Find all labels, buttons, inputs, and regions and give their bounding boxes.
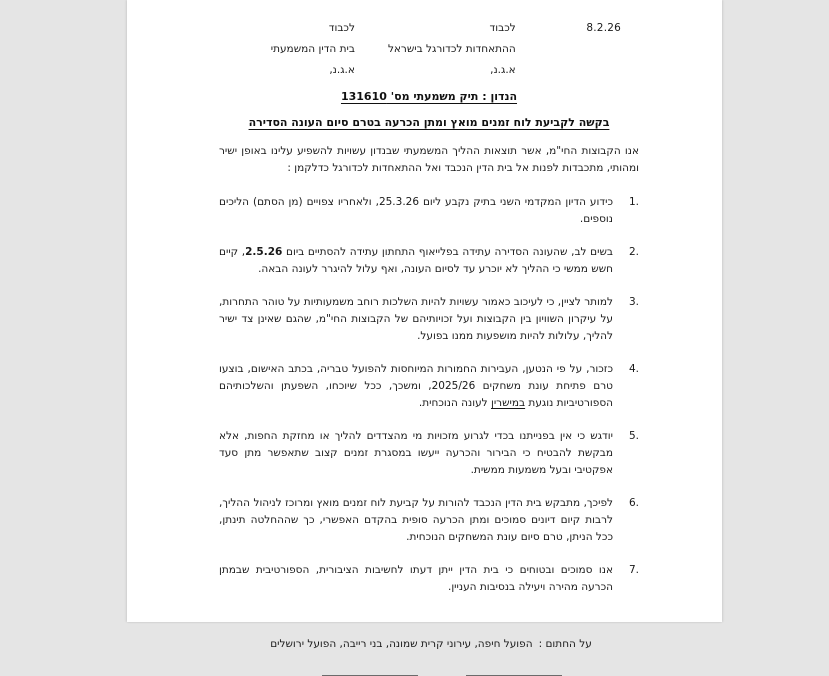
recipient-left-name: בית הדין המשמעתי	[270, 43, 355, 55]
clause-text	[219, 194, 613, 228]
clause-number: 3.	[628, 296, 639, 308]
recipient-left-to: לכבוד	[328, 22, 355, 34]
clause-text-before: בשים לב, שהעונה הסדירה עתידה בפלייאוף התחתון עתידה להסתיים ביום	[282, 246, 613, 258]
clause-text	[219, 428, 613, 479]
signatories-label: על החתום :	[538, 638, 592, 650]
clause-emphasis: 25.3.26	[378, 196, 420, 208]
clause-item	[219, 361, 639, 412]
signatories-line	[219, 636, 639, 653]
clause-text	[219, 244, 613, 278]
clause-text	[219, 361, 613, 412]
signatories-names: הפועל חיפה, עירוני קרית שמונה, בני רייבה, הפועל ירושלים	[270, 638, 533, 650]
clause-number: 6.	[628, 497, 639, 509]
clause-text-before: כידוע הדיון המקדמי השני בתיק נקבע ליום	[419, 196, 613, 208]
recipient-right-to: לכבוד	[489, 22, 516, 34]
document-page	[127, 0, 722, 650]
recipient-right-column	[355, 18, 516, 81]
clause-text-after: לעונה הנוכחית.	[418, 397, 491, 409]
clause-text	[219, 495, 613, 546]
clause-item	[219, 562, 639, 596]
clause-number: 2.	[628, 246, 639, 258]
clause-text	[219, 294, 613, 345]
clause-item	[219, 495, 639, 546]
intro-paragraph: אנו הקבוצות החי"מ, אשר תוצאות ההליך המשמעתי שבנדון עשויות להשפיע עלינו באופן ישיר ומהותי, מתכבדות לפנות אל בית הדין הנכבד ואל ההתאחדות לכדורגל כדלקמן :	[219, 145, 639, 174]
clause-text-before: יודגש כי אין בפנייתנו בכדי לגרוע מזכויות מי מהצדדים להליך או מחזקת החפות, אלא מבקשת להבטיח כי הבירור והכרעה ייעשו במסגרת זמנים קצוב שתאפשר מתן סעד אפקטיבי ובעל משמעות ממשית.	[219, 430, 613, 476]
clause-list	[219, 194, 639, 596]
clause-text-before: למותר לציין, כי לעיכוב כאמור עשויות להיות השלכות רוחב משמעותיות על טוהר התחרות, על עיקרון השוויון בין הקבוצות ועל זכויותיהם של הקבוצות החי"מ, שהגם שאינן צד ישיר להליך, עלולות להיות מושפעות ממנו בפועל.	[219, 296, 613, 342]
clause-text-before: כזכור, על פי הנטען, העבירות החמורות המיוחסות להפועל טבריה, בכתב האישום, בוצעו טרם פתיחת עונת משחקים 2025/26, ומשכך, ככל שיוכחו, השפעתן והשלכותיהם הספורטיביות נוגעת	[219, 363, 613, 409]
clause-item	[219, 194, 639, 228]
document-date: 8.2.26	[586, 22, 621, 34]
clause-text-after: , ולאחריו צפויים (מן הסתם) הליכים נוספים.	[219, 196, 613, 225]
clause-emphasis: 2.5.26	[245, 246, 283, 258]
recipient-right-name: ההתאחדות לכדורגל בישראל	[387, 43, 516, 55]
clause-number: 1.	[628, 196, 639, 208]
document-title: בקשה לקביעת לוח זמנים מואץ ומתן הכרעה בטרם סיום העונה הסדירה	[248, 116, 610, 129]
recipient-left-salutation: א.ג.נ,	[329, 64, 355, 76]
clause-number: 4.	[628, 363, 639, 375]
clause-number: 7.	[628, 564, 639, 576]
clause-emphasis: במישרין	[490, 397, 526, 409]
clause-text	[219, 562, 613, 596]
clause-item	[219, 428, 639, 479]
clause-number: 5.	[628, 430, 639, 442]
clause-text-after: , קיים חשש ממשי כי ההליך לא יוכרע עד לסיום העונה, ואף עלול להיגרר לעונה הבאה.	[219, 246, 613, 275]
recipient-right-salutation: א.ג.נ,	[490, 64, 516, 76]
header-date-column	[516, 18, 639, 81]
clause-text-before: אנו סמוכים ובטוחים כי בית הדין ייתן דעתו לחשיבות הציבורית, הספורטיבית שבמתן הכרעה מהירה ויעילה בנסיבות העניין.	[219, 564, 613, 593]
clause-item	[219, 244, 639, 278]
clause-item	[219, 294, 639, 345]
clause-text-before: לפיכך, מתבקש בית הדין הנכבד להורות על קביעת לוח זמנים מואץ ומרוכז לניהול ההליך, לרבות קיום דיונים סמוכים ומתן הכרעה סופית בהקדם האפשרי, כך שההחלטה תינתן, ככל הניתן, טרם סיום עונת המשחקים הנוכחית.	[219, 497, 613, 543]
document-content	[219, 18, 639, 676]
document-header	[219, 18, 639, 81]
subject-line: הנדון : תיק משמעתי מס' 131610	[340, 90, 518, 103]
recipient-left-column	[219, 18, 355, 81]
